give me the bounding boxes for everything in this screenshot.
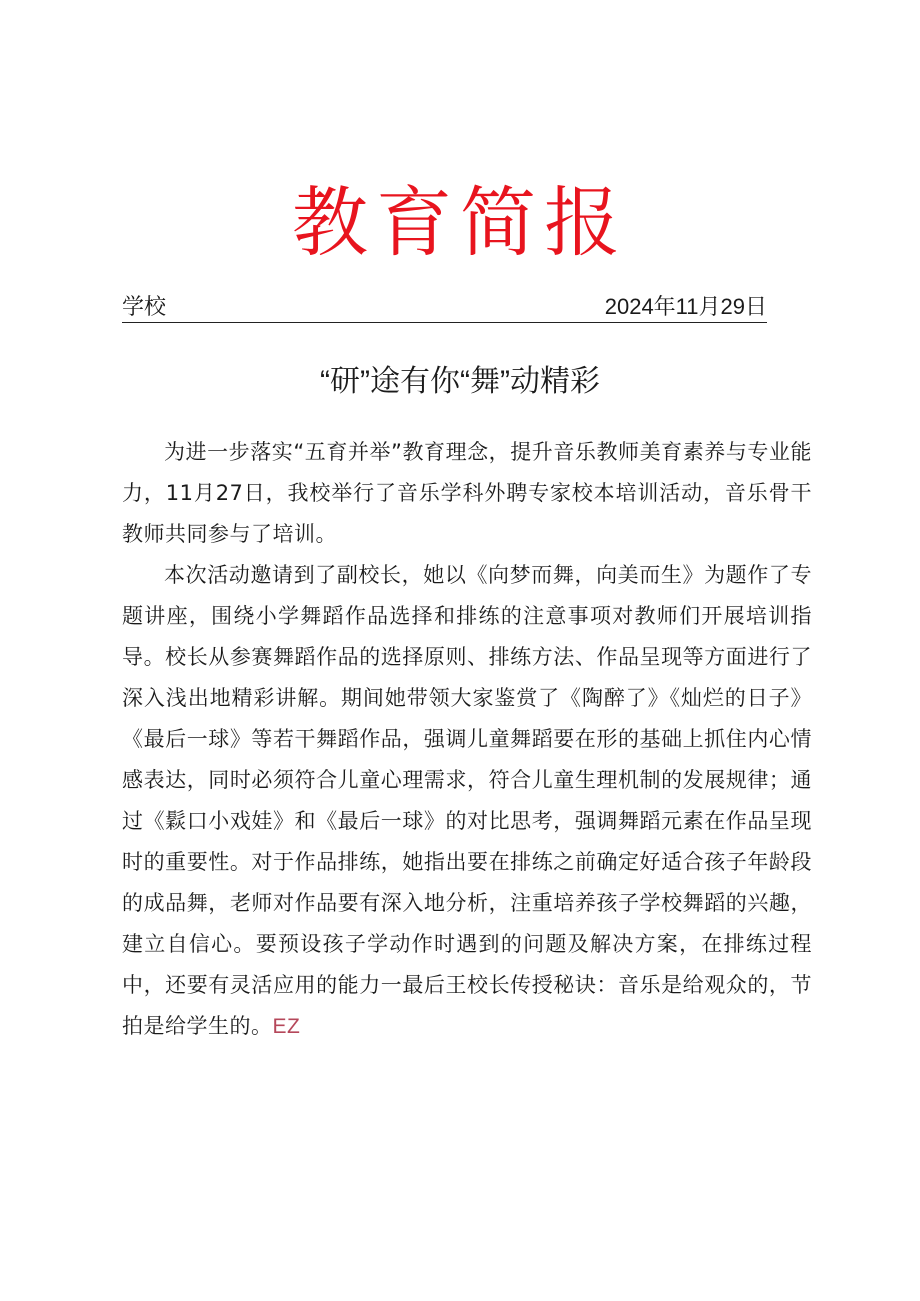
article-title: “研”途有你“舞”动精彩 (320, 365, 600, 398)
tail-mark: EZ (272, 1015, 301, 1038)
school-label: 学校 (122, 294, 167, 319)
newsletter-masthead: 教育简报 (292, 178, 628, 267)
paragraph-2-text: 本次活动邀请到了副校长，她以《向梦而舞，向美而生》为题作了专题讲座，围绕小学舞蹈作品选择和排练的注意事项对教师们开展培训指导。校长从参赛舞蹈作品的选择原则、排练方法、作品呈现等方面进行了深入浅出地精彩讲解。期间她带领大家鉴赏了《陶醉了》《灿烂的日子》《最后一球》等若干舞蹈作品，强调儿童舞蹈要在形的基础上抓住内心情感表达，同时必须符合儿童心理需求，符合儿童生理机制的发展规律；通过《鬏口小戏娃》和《最后一球》的对比思考，强调舞蹈元素在作品呈现时的重要性。对于作品排练，她指出要在排练之前确定好适合孩子年龄段的成品舞，老师对作品要有深入地分析，注重培养孩子学校舞蹈的兴趣，建立自信心。要预设孩子学动作时遇到的问题及解决方案，在排练过程中，还要有灵活应用的能力一最后王校长传授秘诀：音乐是给观众的，节拍是给学生的。 (122, 563, 812, 1038)
issue-date: 2024年11月29日 (604, 294, 767, 319)
paragraph-2 (122, 555, 812, 1047)
paragraph-1: 为进一步落实“五育并举”教育理念，提升音乐教师美育素养与专业能力，11月27日，我校举行了音乐学科外聘专家校本培训活动，音乐骨干教师共同参与了培训。 (122, 440, 812, 546)
article-body (122, 432, 812, 1047)
info-line (122, 292, 767, 323)
